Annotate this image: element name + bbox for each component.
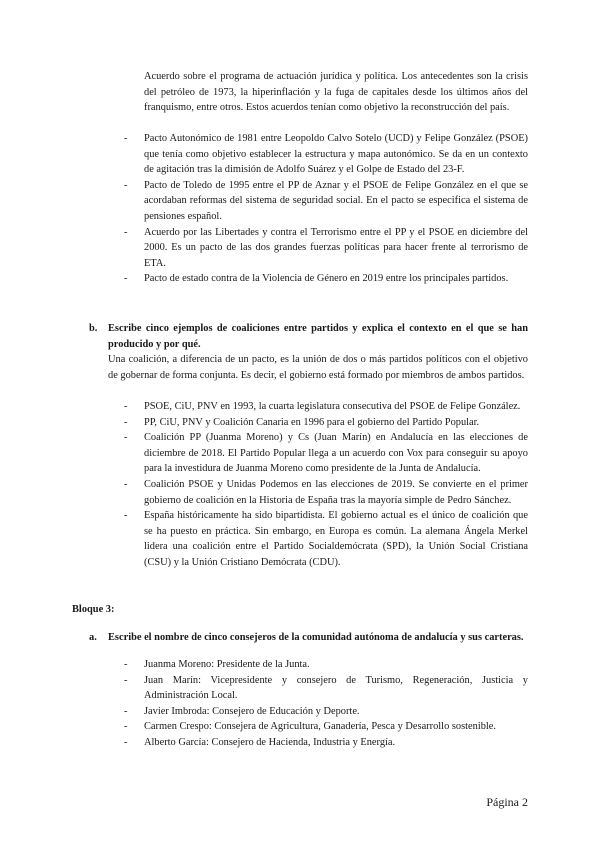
list-item: - Alberto García: Consejero de Hacienda, Industria y Energía. [124, 735, 528, 751]
list-item: - Pacto de estado contra de la Violencia de Género en 2019 entre los principales partidos. [124, 271, 528, 287]
list-item: - PSOE, CiU, PNV en 1993, la cuarta legislatura consecutiva del PSOE de Felipe González. [124, 399, 528, 415]
coalitions-list [124, 399, 528, 571]
list-item: - Javier Imbroda: Consejero de Educación y Deporte. [124, 704, 528, 720]
list-item: - España históricamente ha sido bipartidista. El gobierno actual es el único de coalición que se ha puesto en práctica. Sin embargo, en Europa es común. La alemana Ángela Merkel lidera una coalición entre el Partido Socialdemócrata (SPD), la Unión Social Cristiana (CSU) y la Unión Cristiano Demócrata (CDU). [124, 510, 528, 568]
question-b-title: Escribe cinco ejemplos de coaliciones entre partidos y explica el contexto en el que se han producido y por qué. [108, 323, 528, 350]
list-item: - Acuerdo por las Libertades y contra el Terrorismo entre el PP y el PSOE en diciembre del 2000. Es un pacto de las dos grandes fuerzas políticas para hacer frente al terrorismo de ETA. [124, 226, 528, 269]
bullet-dash: - [124, 705, 128, 717]
bullet-dash: - [124, 133, 128, 144]
list-item: - Pacto Autonómico de 1981 entre Leopoldo Calvo Sotelo (UCD) y Felipe González (PSOE) que tenía como objetivo establecer la estructura y mapa autonómico. Se da en un contexto de agitación tras la dimisión de Adolfo Suárez y el Golpe de Estado del 23-F. [124, 133, 528, 176]
list-item: - Juan Marín: Vicepresidente y consejero de Turismo, Regeneración, Justicia y Administración Local. [124, 674, 528, 702]
bullet-dash: - [124, 478, 128, 490]
question-a-marker: a. [89, 632, 97, 643]
bullet-dash: - [124, 416, 128, 428]
list-item: - Pacto de Toledo de 1995 entre el PP de Aznar y el PSOE de Felipe González en el que se acordaban reformas del sistema de seguridad social. En el pacto se especifica el sistema de pensiones español. [124, 179, 528, 222]
coalition-intro-paragraph: Una coalición, a diferencia de un pacto, es la unión de dos o más partidos políticos con el objetivo de gobernar de forma conjunta. Es decir, el gobierno está formado por miembros de ambos partidos. [108, 354, 528, 381]
question-b-marker: b. [89, 323, 98, 334]
bullet-dash: - [124, 736, 128, 748]
question-b-heading [89, 321, 528, 352]
councillors-list [124, 657, 528, 751]
question-a-title: Escribe el nombre de cinco consejeros de la comunidad autónoma de andalucía y sus carteras. [108, 632, 524, 643]
bullet-dash: - [124, 674, 128, 686]
list-item: - Coalición PSOE y Unidas Podemos en las elecciones de 2019. Se convierte en el primer gobierno de coalición en la Historia de España tras la mayoría simple de Pedro Sánchez. [124, 478, 528, 506]
question-a-heading [89, 630, 528, 646]
page-number: Página 2 [486, 795, 528, 809]
bullet-dash: - [124, 721, 128, 733]
block3-label: Bloque 3: [72, 604, 115, 615]
list-item: - PP, CiU, PNV y Coalición Canaria en 1996 para el gobierno del Partido Popular. [124, 415, 528, 431]
list-item: - Carmen Crespo: Consejera de Agricultura, Ganadería, Pesca y Desarrollo sostenible. [124, 719, 528, 735]
bullet-dash: - [124, 659, 128, 670]
list-item: - Juanma Moreno: Presidente de la Junta. [124, 657, 528, 673]
bullet-dash: - [124, 510, 128, 522]
bullet-dash: - [124, 226, 128, 238]
list-item: - Coalición PP (Juanma Moreno) y Cs (Juan Marín) en Andalucía en las elecciones de diciembre de 2018. El Partido Popular llega a un acuerdo con Vox para conseguir su apoyo para la investidura de Juanma Moreno como presidente de la Junta de Andalucía. [124, 432, 528, 475]
bullet-dash: - [124, 432, 128, 444]
bullet-dash: - [124, 401, 128, 412]
bullet-dash: - [124, 273, 128, 285]
pacts-list [124, 131, 528, 287]
bullet-dash: - [124, 179, 128, 191]
continuation-paragraph: Acuerdo sobre el programa de actuación jurídica y política. Los antecedentes son la crisis del petróleo de 1973, la hiperinflación y la fuga de capitales desde los últimos años del franquismo, entre otros. Estos acuerdos tenían como objetivo la reconstrucción del país. [144, 71, 528, 114]
